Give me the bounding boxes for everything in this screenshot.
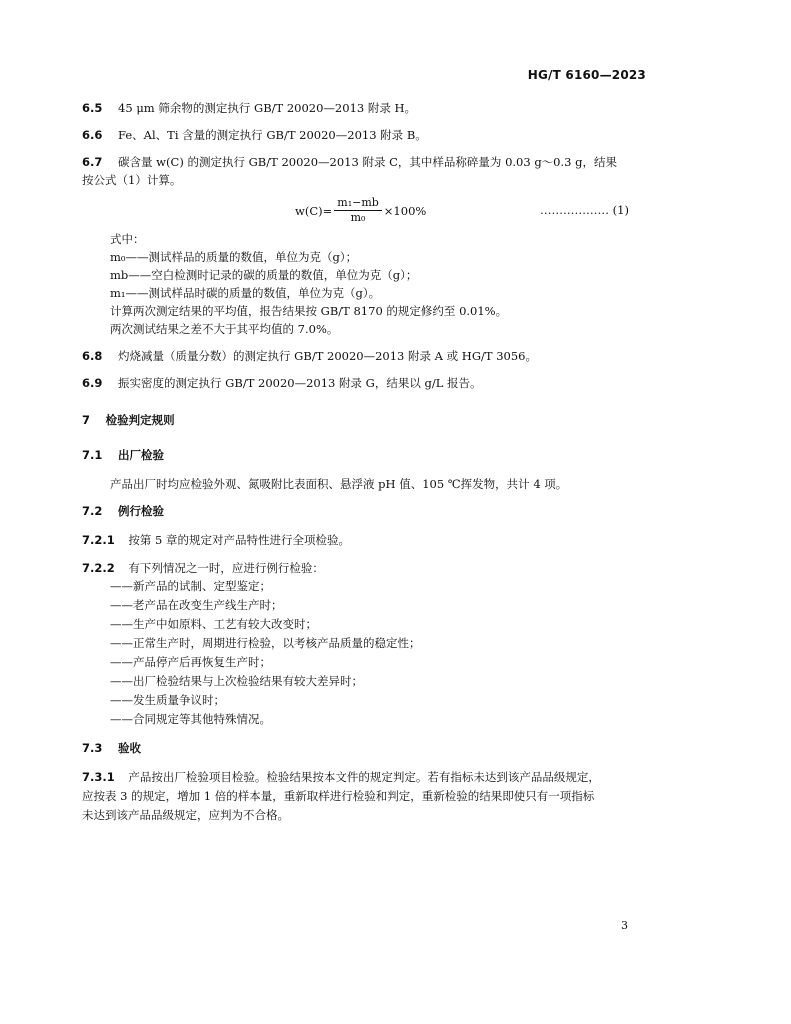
- where-mb: mb——空白检测时记录的碳的质量的数值，单位为克（g）；: [110, 268, 418, 282]
- clause-text: 振实密度的测定执行 GB/T 20020—2013 附录 G，结果以 g/L 报告。: [118, 376, 482, 390]
- section-7-1-heading: [82, 447, 164, 463]
- section-title: 验收: [118, 741, 142, 755]
- standard-code: HG/T 6160—2023: [527, 68, 646, 82]
- section-7-1-text: 产品出厂时均应检验外观、氮吸附比表面积、悬浮液 pH 值、105 ℃挥发物，共计 4 项。: [110, 477, 568, 491]
- clause-6-5: [82, 100, 416, 116]
- list-item: ——出厂检验结果与上次检验结果有较大差异时；: [110, 674, 363, 688]
- clause-6-7-cont: 按公式（1）计算。: [82, 173, 182, 187]
- section-7-heading: [82, 412, 175, 428]
- clause-number: 7.2.2: [82, 561, 115, 575]
- list-item: ——发生质量争议时；: [110, 693, 225, 707]
- page-number: 3: [621, 919, 628, 932]
- where-title: 式中：: [110, 232, 145, 246]
- formula-rhs: ×100%: [383, 203, 427, 218]
- where-calc: 计算两次测定结果的平均值，报告结果按 GB/T 8170 的规定修约至 0.01%。: [110, 304, 508, 318]
- clause-6-9: [82, 375, 482, 391]
- list-item: ——新产品的试制、定型鉴定；: [110, 579, 271, 593]
- list-item: ——产品停产后再恢复生产时；: [110, 655, 271, 669]
- clause-7-3-1-cont: 应按表 3 的规定，增加 1 倍的样本量，重新取样进行检验和判定，重新检验的结果即使只有一项指标: [82, 789, 595, 803]
- clause-7-3-1: [82, 769, 600, 785]
- where-diff: 两次测试结果之差不大于其平均值的 7.0%。: [110, 322, 339, 336]
- section-number: 7.3: [82, 741, 103, 755]
- clause-number: 6.7: [82, 155, 103, 169]
- list-item: ——正常生产时，周期进行检验，以考核产品质量的稳定性；: [110, 636, 421, 650]
- clause-text: 产品按出厂检验项目检验。检验结果按本文件的规定判定。若有指标未达到该产品品级规定，: [128, 770, 600, 784]
- equation-number: ……………… (1): [540, 203, 629, 217]
- clause-number: 6.5: [82, 101, 103, 115]
- section-number: 7: [82, 413, 91, 427]
- section-number: 7.2: [82, 504, 103, 518]
- formula-lhs: w(C)=: [295, 203, 333, 218]
- formula-denominator: m₀: [350, 211, 366, 224]
- clause-number: 6.9: [82, 376, 103, 390]
- clause-number: 7.3.1: [82, 770, 115, 784]
- section-title: 出厂检验: [118, 448, 165, 462]
- list-item: ——合同规定等其他特殊情况。: [110, 712, 271, 726]
- clause-6-8: [82, 348, 537, 364]
- clause-text: 45 μm 筛余物的测定执行 GB/T 20020—2013 附录 H。: [118, 101, 417, 115]
- list-item: ——老产品在改变生产线生产时；: [110, 598, 283, 612]
- clause-7-2-1: [82, 532, 350, 548]
- clause-7-3-1-cont: 未达到该产品品级规定，应判为不合格。: [82, 808, 289, 822]
- clause-text: 碳含量 w(C) 的测定执行 GB/T 20020—2013 附录 C，其中样品称碎量为 0.03 g～0.3 g，结果: [118, 155, 617, 169]
- section-title: 检验判定规则: [105, 413, 175, 427]
- clause-text: 灼烧减量（质量分数）的测定执行 GB/T 20020—2013 附录 A 或 HG/T 3056。: [118, 349, 537, 363]
- formula-numerator: m₁−mb: [334, 196, 382, 211]
- clause-text: 按第 5 章的规定对产品特性进行全项检验。: [128, 533, 351, 547]
- clause-text: 有下列情况之一时，应进行例行检验：: [128, 561, 324, 575]
- clause-6-7: [82, 154, 617, 170]
- clause-7-2-2: [82, 560, 324, 576]
- clause-number: 7.2.1: [82, 533, 115, 547]
- where-m1: m₁——测试样品时碳的质量的数值，单位为克（g）。: [110, 286, 381, 300]
- clause-number: 6.8: [82, 349, 103, 363]
- where-m0: m₀——测试样品的质量的数值，单位为克（g）；: [110, 250, 358, 264]
- clause-number: 6.6: [82, 128, 103, 142]
- clause-text: Fe、Al、Ti 含量的测定执行 GB/T 20020—2013 附录 B。: [118, 128, 427, 142]
- section-title: 例行检验: [118, 504, 165, 518]
- formula-fraction: [334, 196, 382, 225]
- carbon-formula: [295, 196, 426, 225]
- section-number: 7.1: [82, 448, 103, 462]
- clause-6-6: [82, 127, 427, 143]
- section-7-2-heading: [82, 503, 164, 519]
- section-7-3-heading: [82, 740, 141, 756]
- list-item: ——生产中如原料、工艺有较大改变时；: [110, 617, 317, 631]
